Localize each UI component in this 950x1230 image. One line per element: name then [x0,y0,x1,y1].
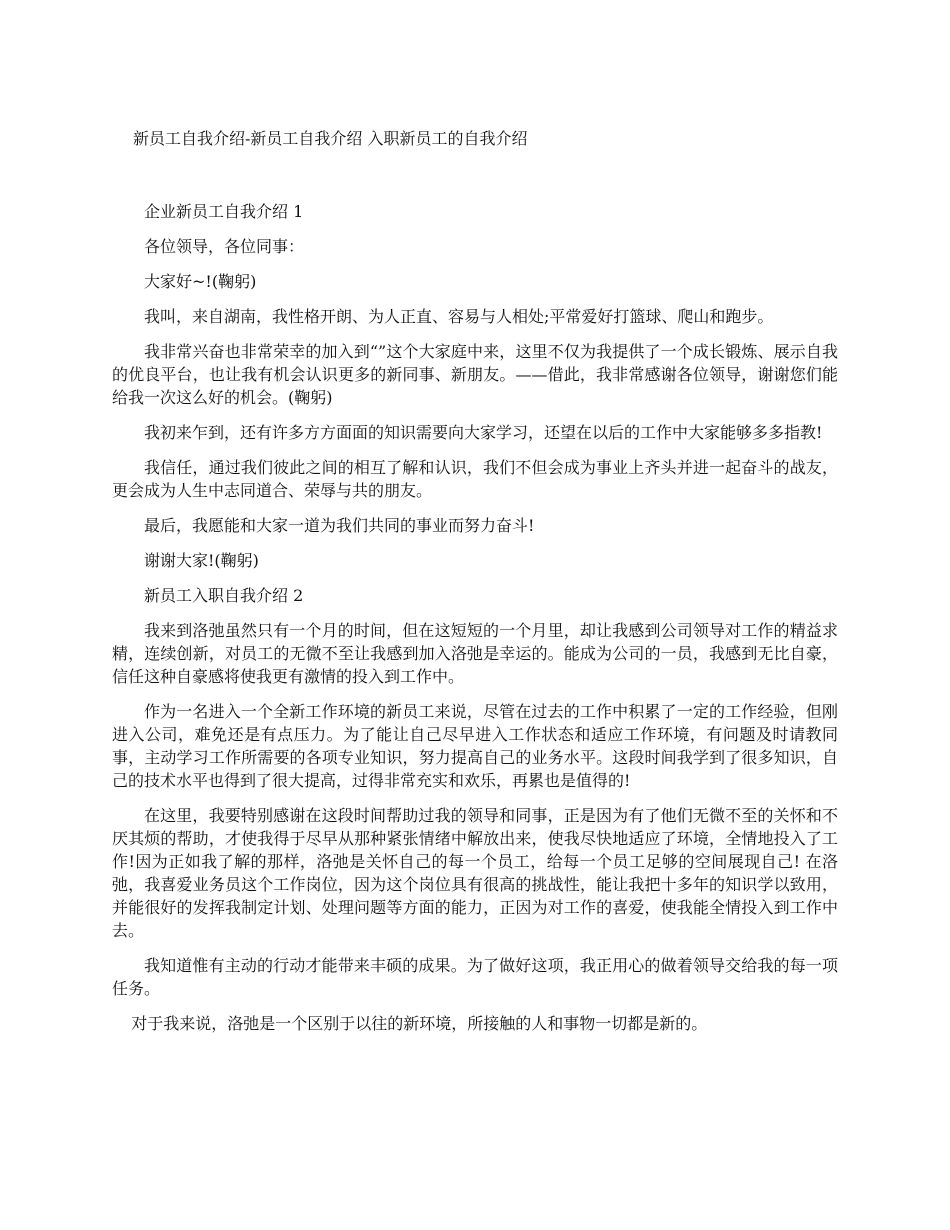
body-paragraph: 最后，我愿能和大家一道为我们共同的事业而努力奋斗! [144,516,535,535]
body-paragraph: 我叫，来自湖南，我性格开朗、为人正直、容易与人相处;平常爱好打篮球、爬山和跑步。 [144,307,774,326]
body-paragraph: 我初来乍到，还有许多方方面面的知识需要向大家学习，还望在以后的工作中大家能够多多指教! [144,423,823,442]
greeting: 大家好~!(鞠躬) [144,272,257,291]
document-body [112,200,838,1047]
body-paragraph: 我来到洛弛虽然只有一个月的时间，但在这短短的一个月里，却让我感到公司领导对工作的精益求精，连续创新，对员工的无微不至让我感到加入洛弛是幸运的。能成为公司的一员，我感到无比自豪，信任这种自豪感将使我更有激情的投入到工作中。 [112,621,838,686]
body-paragraph: 在这里，我要特别感谢在这段时间帮助过我的领导和同事，正是因为有了他们无微不至的关怀和不厌其烦的帮助，才使我得于尽早从那种紧张情绪中解放出来，使我尽快地适应了环境，全情地投入了工作!因为正如我了解的那样，洛弛是关怀自己的每一个员工，给每一个员工足够的空间展现自己! 在洛弛，我喜爱业务员这个工作岗位，因为这个岗位具有很高的挑战性，能让我把十多年的知识学以致用，并能很好的发挥我制定计划、处理问题等方面的能力，正因为对工作的喜爱，使我能全情投入到工作中去。 [112,806,838,940]
body-paragraph: 我信任，通过我们彼此之间的相互了解和认识，我们不但会成为事业上齐头并进一起奋斗的战友，更会成为人生中志同道合、荣辱与共的朋友。 [112,458,838,500]
closing-line: 谢谢大家!(鞠躬) [144,551,259,570]
salutation: 各位领导，各位同事： [144,237,305,256]
section-heading-1: 企业新员工自我介绍 1 [144,202,304,221]
body-paragraph: 我知道惟有主动的行动才能带来丰硕的成果。为了做好这项，我正用心的做着领导交给我的每一项任务。 [112,956,838,998]
document-title: 新员工自我介绍-新员工自我介绍 入职新员工的自我介绍 [133,129,528,148]
body-paragraph: 作为一名进入一个全新工作环境的新员工来说，尽管在过去的工作中积累了一定的工作经验，但刚进入公司，难免还是有点压力。为了能让自己尽早进入工作状态和适应工作环境，有问题及时请教同事，主动学习工作所需要的各项专业知识，努力提高自己的业务水平。这段时间我学到了很多知识，自己的技术水平也得到了很大提高，过得非常充实和欢乐，再累也是值得的! [112,702,838,790]
body-paragraph: 我非常兴奋也非常荣幸的加入到“”这个大家庭中来，这里不仅为我提供了一个成长锻炼、展示自我的优良平台，也让我有机会认识更多的新同事、新朋友。——借此，我非常感谢各位领导，谢谢您们能给我一次这么好的机会。(鞠躬) [112,342,838,407]
body-paragraph: 对于我来说，洛弛是一个区别于以往的新环境，所接触的人和事物一切都是新的。 [131,1014,708,1033]
section-heading-2: 新员工入职自我介绍 2 [144,586,304,605]
